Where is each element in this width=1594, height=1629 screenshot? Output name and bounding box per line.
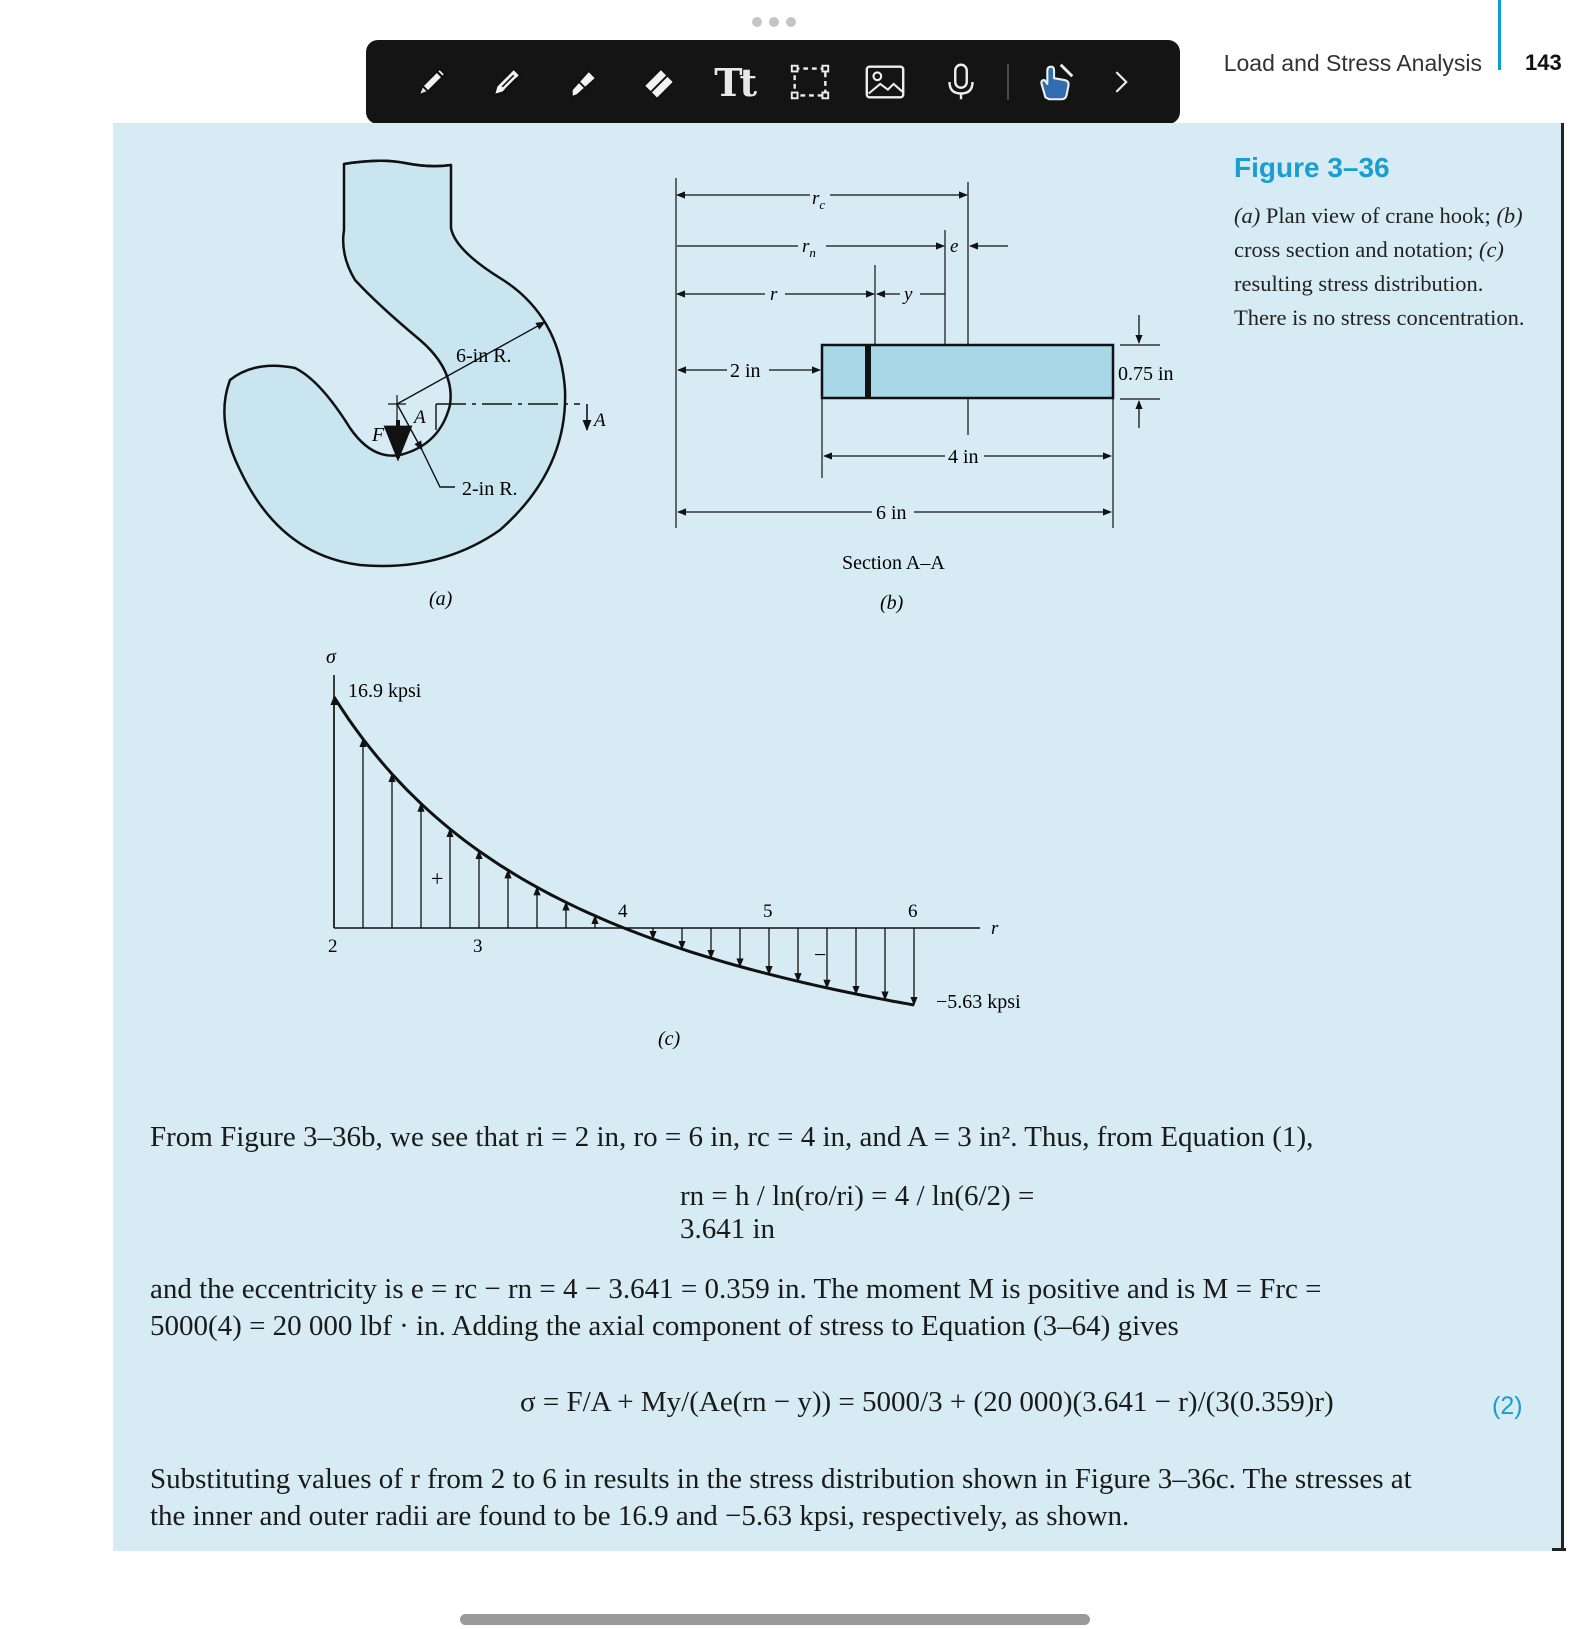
rc-label-main: r [812, 188, 820, 209]
rc-label [812, 188, 825, 212]
subfigure-b-label: (b) [880, 592, 904, 614]
para1-text: From Figure 3–36b, we see that ri = 2 in, ro = 6 in, rc = 4 in, and A = 3 in². Thus, from Equation (1), [150, 1121, 1314, 1153]
paragraph-3 [150, 1461, 1535, 1535]
running-head: Load and Stress Analysis [1223, 50, 1482, 76]
para2-line1: and the eccentricity is e = rc − rn = 4 − 3.641 = 0.359 in. The moment M is positive and is M = Frc = [150, 1273, 1322, 1305]
r-tick-label: 2 [328, 936, 338, 957]
para2-line2: 5000(4) = 20 000 lbf · in. Adding the axial component of stress to Equation (3–64) gives [150, 1310, 1179, 1342]
equation-sigma [520, 1386, 1420, 1419]
equation-number: (2) [1492, 1392, 1523, 1420]
force-F-label: F [372, 424, 385, 446]
section-title: Section A–A [842, 552, 945, 574]
caption-c-ref: (c) [1478, 237, 1504, 262]
subfigure-a-label: (a) [429, 588, 453, 610]
cross-section-drawing [676, 178, 1174, 614]
paragraph-1 [150, 1119, 1535, 1156]
section-A-label-left: A [414, 407, 426, 428]
dim-6in-label: 6 in [876, 502, 907, 524]
r-axis-label: r [991, 918, 999, 939]
r-tick-label: 3 [473, 936, 483, 957]
negative-region-sign: − [814, 942, 827, 967]
caption-b-text: cross section and notation; [1234, 237, 1479, 262]
sigma-axis-label: σ [326, 646, 336, 668]
positive-region-sign: + [431, 866, 444, 891]
section-A-label-right: A [594, 410, 606, 431]
dim-2in-label: 2 in [730, 360, 761, 382]
r-tick-label: 5 [763, 901, 773, 922]
text-tool-icon[interactable]: Tt [714, 59, 755, 105]
equation-rn-text: rn = h / ln(ro/ri) = 4 / ln(6/2) = 3.641 in [680, 1180, 1035, 1245]
para3-line2: the inner and outer radii are found to be 16.9 and −5.63 kpsi, respectively, as shown. [150, 1500, 1130, 1532]
hook-6in-radius-label: 6-in R. [456, 345, 512, 367]
caption-a-ref: (a) [1234, 203, 1261, 228]
page-number: 143 [1525, 50, 1562, 75]
r-tick-label: 4 [618, 901, 628, 922]
eccentricity-e-label: e [950, 236, 959, 257]
rn-label [802, 236, 816, 260]
r-label: r [770, 284, 778, 305]
figure-title: Figure 3–36 [1234, 152, 1390, 183]
hook-2in-radius-label: 2-in R. [462, 478, 518, 500]
subfigure-c-label: (c) [658, 1028, 681, 1050]
min-stress-label: −5.63 kpsi [936, 991, 1021, 1013]
crane-hook-drawing [224, 161, 606, 610]
paragraph-2 [150, 1271, 1535, 1345]
rn-label-main: r [802, 236, 810, 257]
stress-distribution-plot [326, 646, 1021, 1050]
equation-rn [680, 1180, 1100, 1246]
para3-line1: Substituting values of r from 2 to 6 in results in the stress distribution shown in Figure 3–36c. The stresses at [150, 1463, 1412, 1495]
horizontal-scrollbar[interactable] [460, 1614, 1090, 1625]
caption-b-ref: (b) [1496, 203, 1523, 228]
dim-075in-label: 0.75 in [1118, 363, 1174, 385]
right-margin-foot [1552, 1548, 1566, 1551]
r-tick-label: 6 [908, 901, 918, 922]
max-stress-label: 16.9 kpsi [348, 680, 422, 702]
rn-label-sub: n [809, 245, 816, 260]
dim-4in-label: 4 in [948, 446, 979, 468]
rc-label-sub: c [819, 197, 826, 212]
caption-a-text: Plan view of crane hook; [1260, 203, 1497, 228]
y-label: y [904, 284, 913, 305]
equation-sigma-text: σ = F/A + My/(Ae(rn − y)) = 5000/3 + (20 000)(3.641 − r)/(3(0.359)r) [520, 1386, 1334, 1418]
caption-c-text: resulting stress distribution. There is no stress concentration. [1234, 271, 1525, 330]
